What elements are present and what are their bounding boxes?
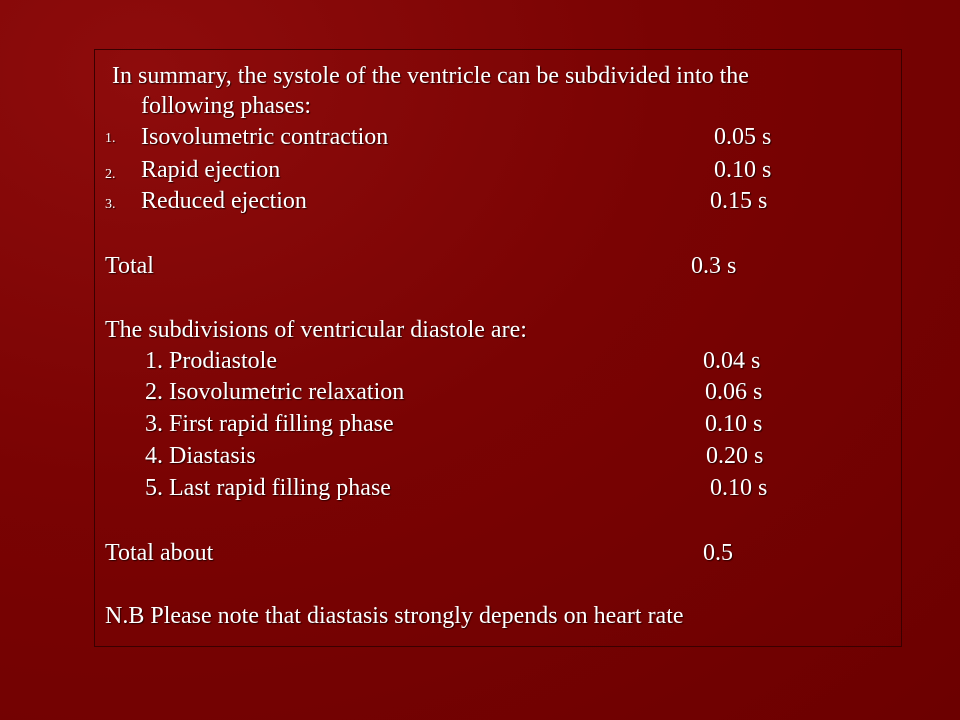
diastole-item-2-value: 0.06 s [705,379,763,405]
diastole-item-3-value: 0.10 s [705,411,763,437]
systole-item-1-value: 0.05 s [714,124,772,150]
diastole-item-5-label: 5. Last rapid filling phase [145,475,391,501]
systole-item-1-label: Isovolumetric contraction [141,124,389,150]
diastole-item-3-label: 3. First rapid filling phase [145,411,394,437]
diastole-item-1-label: 1. Prodiastole [145,348,277,374]
diastole-item-1-value: 0.04 s [703,348,761,374]
systole-total-label: Total [105,253,154,279]
diastole-item-5-value: 0.10 s [710,475,768,501]
systole-item-3-number: 3. [105,197,116,212]
diastole-item-4-value: 0.20 s [706,443,764,469]
heart-rate-note: N.B Please note that diastasis strongly depends on heart rate [105,603,684,629]
systole-item-3-value: 0.15 s [710,188,768,214]
systole-item-2-value: 0.10 s [714,157,772,183]
systole-item-3-label: Reduced ejection [141,188,307,214]
systole-item-2-label: Rapid ejection [141,157,281,183]
systole-item-1-number: 1. [105,131,116,146]
diastole-heading: The subdivisions of ventricular diastole are: [105,317,527,343]
diastole-item-4-label: 4. Diastasis [145,443,256,469]
diastole-total-label: Total about [105,540,214,566]
intro-line-1: In summary, the systole of the ventricle can be subdivided into the [112,63,749,89]
diastole-total-value: 0.5 [703,540,733,566]
diastole-item-2-label: 2. Isovolumetric relaxation [145,379,405,405]
systole-total-value: 0.3 s [691,253,737,279]
intro-line-2: following phases: [141,93,311,119]
systole-item-2-number: 2. [105,167,116,182]
